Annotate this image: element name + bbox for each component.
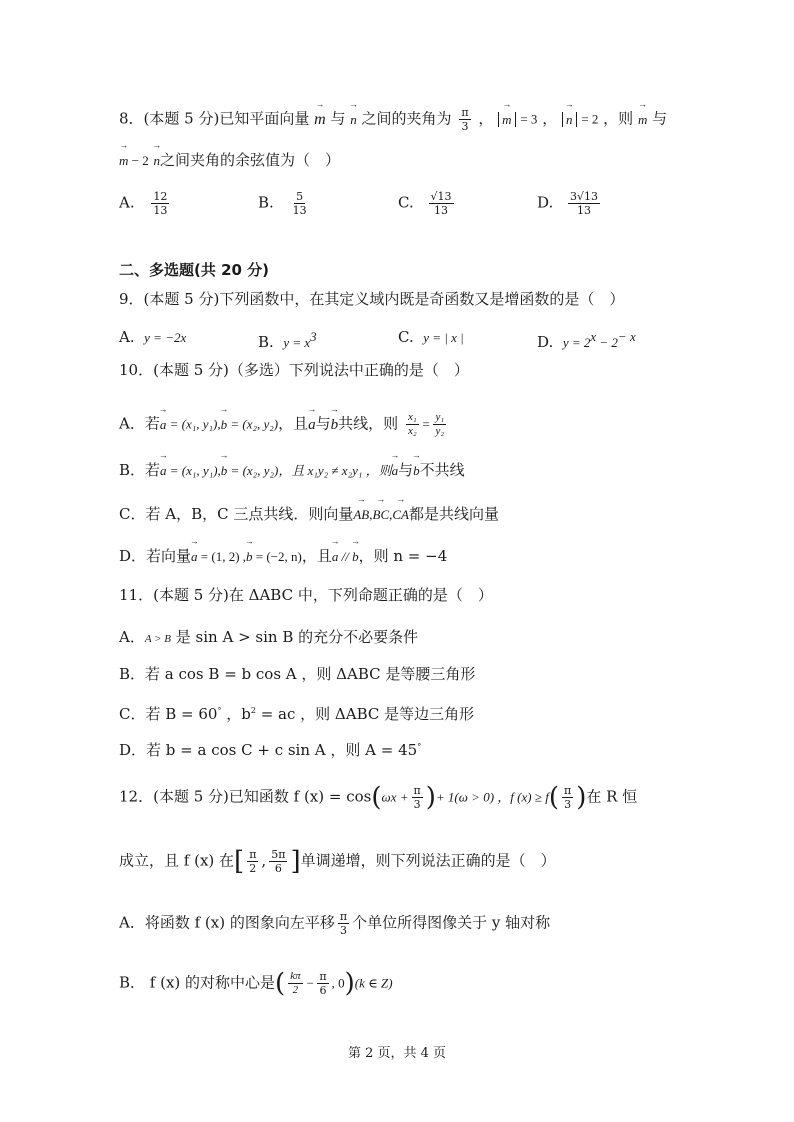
q9-option-d: D. $y = 2^x - 2^{- x}$ [537,329,636,351]
vector-n: → n [350,110,357,130]
q12-option-a: A．将函数 f (x) 的图象向左平移 $\frac{\pi}{3}$ 个单位所得图像关于 y 轴对称 [119,910,551,937]
section-heading: 二、多选题(共 20 分) [119,261,270,279]
q9-option-b: B. $y = x^3$ [258,329,317,351]
vector-m-3: → m [119,151,128,171]
minus-two: − 2 [128,153,149,168]
abs-n: → n [562,112,577,127]
q8-option-a: A. $\frac{12}{13}$ [119,190,168,217]
page-footer: 第 2 页，共 4 页 [347,1046,447,1061]
q10-option-a: A．若→ a = (x₁, y₁),→ b = (x₂, y₂)，且→ a与→ b共线，则 $\frac{\text{x₁}}{\text{x₂}}$ = $\frac{\text{y₁}}{\text{y₂}}$ [119,411,449,438]
vector-n-2: → n [154,151,161,171]
q8-line2 [119,150,340,171]
q8-and2: 与 [652,109,668,128]
q8-intro: 8．(本题 5 分)已知平面向量 [119,109,310,128]
q8-line2-text: 之间夹角的余弦值为（ ） [160,151,341,169]
q8-then: ，则 [603,109,634,128]
q11-option-c: C．若 B = 60° ，$b^2$ = ac ，则 ΔABC 是等边三角形 [119,705,475,723]
q12-line2: 成立，且 f (x) 在[ $\frac{\pi}{2}$ , $\frac{5\pi}{6}$ ]单调递增，则下列说法正确的是（ ） [119,846,556,877]
q8-and: 与 [330,109,346,128]
q8-comma: ， [478,109,494,128]
q10-stem: 10．(本题 5 分)（多选）下列说法中正确的是（ ） [119,361,469,379]
q11-option-b: B．若 a cos B = b cos A ，则 ΔABC 是等腰三角形 [119,665,476,683]
q11-option-d: D．若 b = a cos C + c sin A ，则 A = 45° [119,741,422,759]
q10-option-d: D．若向量→ a = (1, 2) ,→ b = (−2, n)，且→ a // → b，则 n = −4 [119,546,447,567]
q8-eq3: = 3 [520,111,538,127]
q9-option-c: C. y = | x | [398,328,464,346]
fraction-pi-over-3: $\frac{\pi}{3}$ [461,106,469,133]
q11-option-a: A．A > B 是 sin A > sin B 的充分不必要条件 [119,628,419,646]
q10-option-c: C．若 A，B，C 三点共线．则向量→ AB,→ BC,→ CA都是共线向量 [119,504,499,525]
q10-option-b: B．若→ a = (x₁, y₁),→ b = (x₂, y₂)，且 x₁y₂ ≠ x₂y₁ ，则→ a与→ b不共线 [119,460,465,481]
q8-option-d: D. $\frac{3√13}{13}$ [537,190,599,217]
q8-comma2: ， [542,109,558,128]
q12-line1: 12．(本题 5 分)已知函数 f (x) = cos(ωx + $\frac{\pi}{3}$ )+ 1(ω > 0) ，f (x) ≥ f( $\frac{\pi}{3}$ )在 R 恒 [119,782,638,813]
q11-stem: 11．(本题 5 分)在 ΔABC 中，下列命题正确的是（ ） [119,586,493,604]
q9-option-a: A. y = −2x [119,328,187,346]
q8-eq2: = 2 [581,111,599,127]
q8-line1 [119,106,667,133]
vector-m-2: → m [638,110,647,130]
q8-option-b: B. $\frac{5}{13}$ [258,190,307,217]
abs-m: → m [498,112,515,127]
q8-angle-text: 之间的夹角为 [361,109,452,128]
vector-m: → m [314,110,326,130]
q9-stem: 9．(本题 5 分)下列函数中，在其定义域内既是奇函数又是增函数的是（ ） [119,290,625,308]
q12-option-b: B． f (x) 的对称中心是( $\frac{k\pi}{2}$ − $\frac{\pi}{6}$ , 0)(k ∈ Z) [119,968,393,999]
q8-option-c: C. $\frac{√13}{13}$ [398,190,452,217]
